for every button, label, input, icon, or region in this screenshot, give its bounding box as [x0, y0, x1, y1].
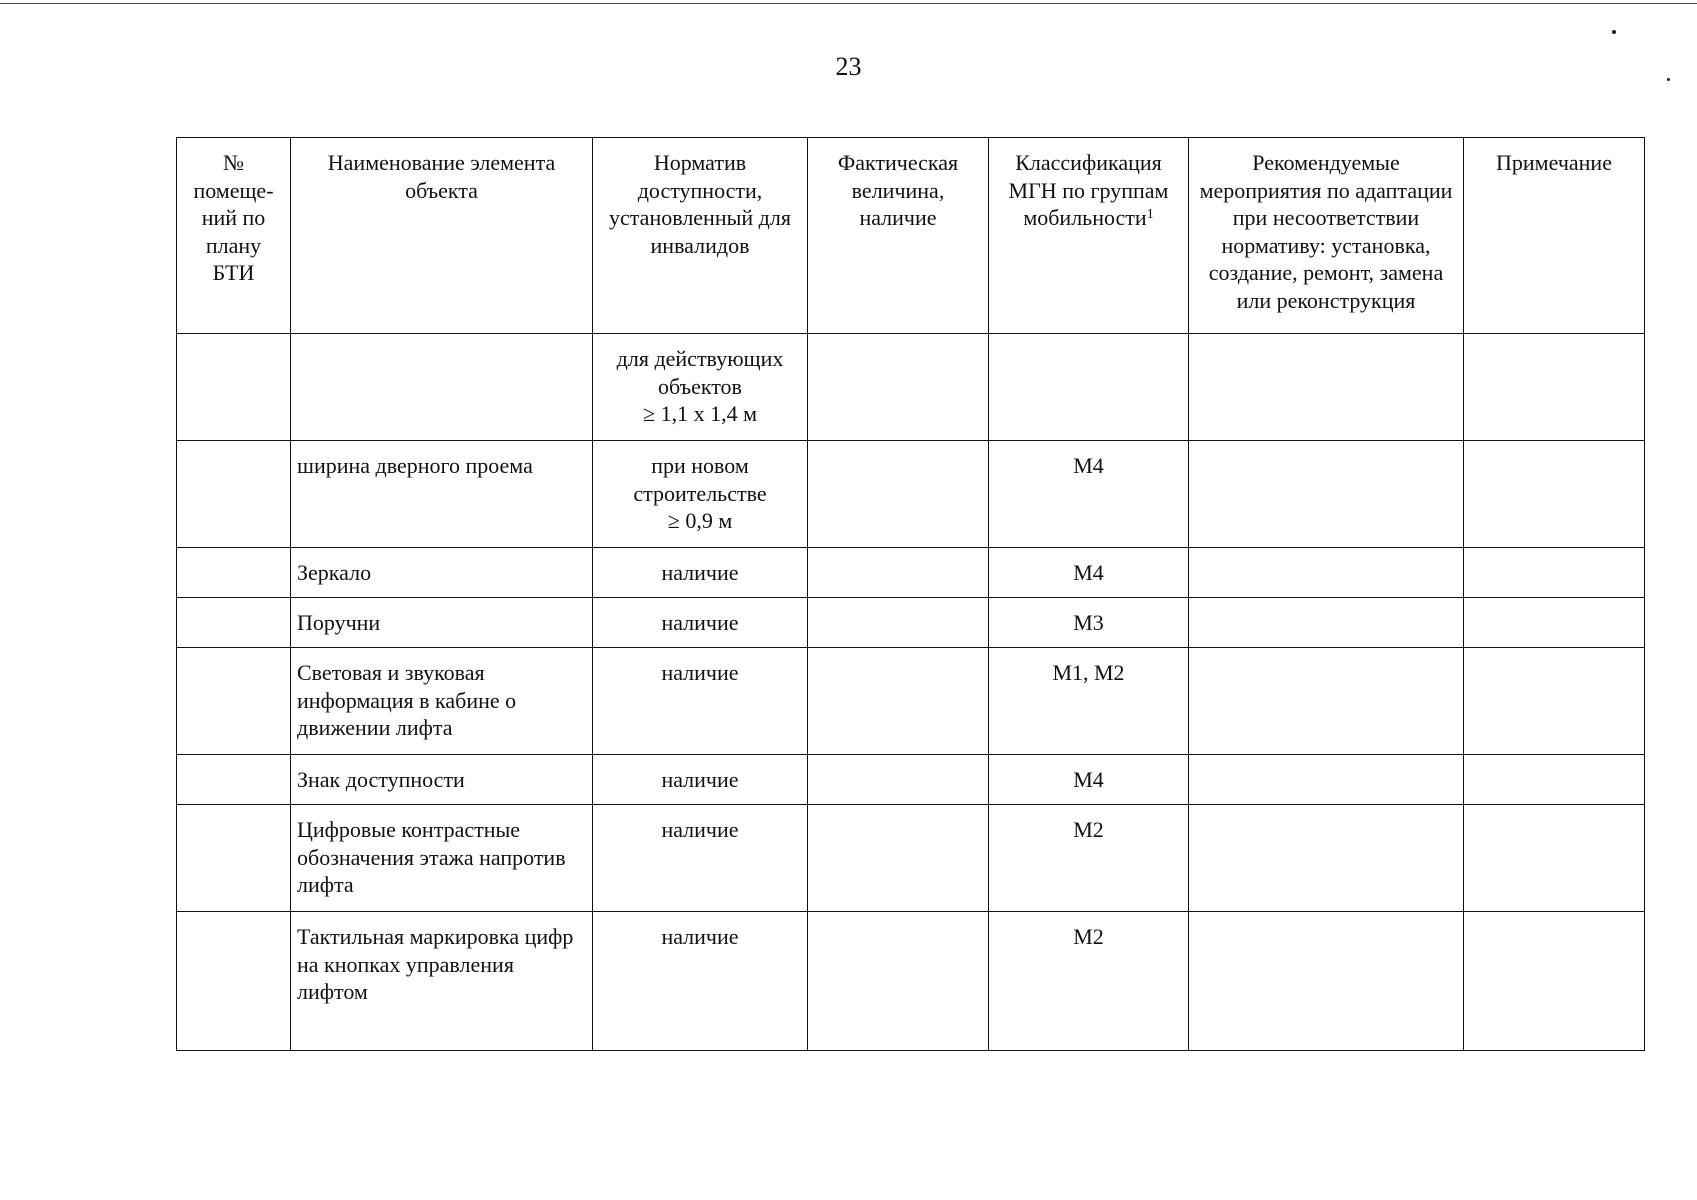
cell-element-name: Зеркало: [291, 548, 593, 598]
cell-classification: М1, М2: [989, 648, 1189, 755]
cell-norm: [593, 441, 808, 548]
cell-classification: М4: [989, 441, 1189, 548]
cell-norm: [593, 598, 808, 648]
norm-line: строительстве: [633, 480, 767, 506]
scan-speck: [1612, 30, 1616, 34]
header-classification-text: Классификация МГН по группам мобильности: [1008, 150, 1169, 230]
norm-line: наличие: [661, 817, 739, 842]
accessibility-table: [176, 137, 1645, 1051]
cell-classification: М2: [989, 912, 1189, 1051]
cell-room-number: [177, 912, 291, 1051]
table-row: [177, 648, 1645, 755]
cell-note: [1464, 334, 1645, 441]
cell-room-number: [177, 755, 291, 805]
norm-line: ≥ 1,1 х 1,4 м: [643, 401, 757, 426]
cell-room-number: [177, 805, 291, 912]
cell-element-name: Цифровые контрастные обозначения этажа напротив лифта: [291, 805, 593, 912]
table-body: [177, 334, 1645, 1051]
cell-actual-value: [808, 598, 989, 648]
cell-element-name: ширина дверного проема: [291, 441, 593, 548]
cell-actual-value: [808, 548, 989, 598]
cell-element-name: [291, 334, 593, 441]
cell-recommended-measures: [1189, 755, 1464, 805]
norm-line: наличие: [661, 610, 739, 635]
cell-note: [1464, 441, 1645, 548]
table-row: [177, 441, 1645, 548]
header-note: Примечание: [1464, 138, 1645, 334]
cell-actual-value: [808, 805, 989, 912]
norm-line: при новом: [651, 453, 749, 478]
table-row: [177, 598, 1645, 648]
norm-line: наличие: [661, 924, 739, 949]
cell-norm: [593, 334, 808, 441]
header-norm: Норматив доступности, установленный для инвалидов: [593, 138, 808, 334]
header-element-name: Наименование элемента объекта: [291, 138, 593, 334]
cell-note: [1464, 548, 1645, 598]
norm-line: наличие: [661, 560, 739, 585]
header-actual-value: Фактическая величина, наличие: [808, 138, 989, 334]
cell-norm: [593, 648, 808, 755]
cell-recommended-measures: [1189, 805, 1464, 912]
norm-line: наличие: [661, 660, 739, 685]
cell-note: [1464, 912, 1645, 1051]
table-header-row: [177, 138, 1645, 334]
norm-line: наличие: [661, 767, 739, 792]
cell-element-name: Знак доступности: [291, 755, 593, 805]
cell-classification: [989, 334, 1189, 441]
cell-classification: М4: [989, 755, 1189, 805]
norm-line: для действующих: [616, 346, 784, 371]
top-edge-line: [0, 3, 1697, 4]
cell-element-name: Световая и звуковая информация в кабине о движении лифта: [291, 648, 593, 755]
header-classification: [989, 138, 1189, 334]
cell-recommended-measures: [1189, 441, 1464, 548]
footnote-mark: 1: [1146, 207, 1154, 222]
page-number: 23: [835, 52, 862, 81]
table-row: [177, 755, 1645, 805]
cell-recommended-measures: [1189, 648, 1464, 755]
cell-actual-value: [808, 912, 989, 1051]
cell-note: [1464, 598, 1645, 648]
cell-note: [1464, 755, 1645, 805]
cell-actual-value: [808, 755, 989, 805]
cell-note: [1464, 805, 1645, 912]
cell-norm: [593, 805, 808, 912]
cell-room-number: [177, 548, 291, 598]
table-row: [177, 334, 1645, 441]
cell-recommended-measures: [1189, 548, 1464, 598]
cell-norm: [593, 755, 808, 805]
cell-recommended-measures: [1189, 598, 1464, 648]
table-row: [177, 912, 1645, 1051]
cell-classification: М3: [989, 598, 1189, 648]
cell-actual-value: [808, 441, 989, 548]
cell-element-name: Тактильная маркировка цифр на кнопках управления лифтом: [291, 912, 593, 1051]
header-recommended-measures: Рекомендуемые мероприятия по адаптации при несоответствии нормативу: установка, создание, ремонт, замена или реконструкция: [1189, 138, 1464, 334]
cell-note: [1464, 648, 1645, 755]
cell-norm: [593, 548, 808, 598]
header-room-number: № помеще-ний по плану БТИ: [177, 138, 291, 334]
cell-element-name: Поручни: [291, 598, 593, 648]
cell-norm: [593, 912, 808, 1051]
cell-room-number: [177, 334, 291, 441]
norm-line: объектов: [658, 373, 742, 399]
cell-room-number: [177, 598, 291, 648]
cell-actual-value: [808, 648, 989, 755]
table-row: [177, 548, 1645, 598]
norm-line: ≥ 0,9 м: [667, 508, 733, 533]
cell-room-number: [177, 648, 291, 755]
cell-classification: М4: [989, 548, 1189, 598]
cell-recommended-measures: [1189, 912, 1464, 1051]
cell-classification: М2: [989, 805, 1189, 912]
cell-recommended-measures: [1189, 334, 1464, 441]
cell-actual-value: [808, 334, 989, 441]
cell-room-number: [177, 441, 291, 548]
table-row: [177, 805, 1645, 912]
